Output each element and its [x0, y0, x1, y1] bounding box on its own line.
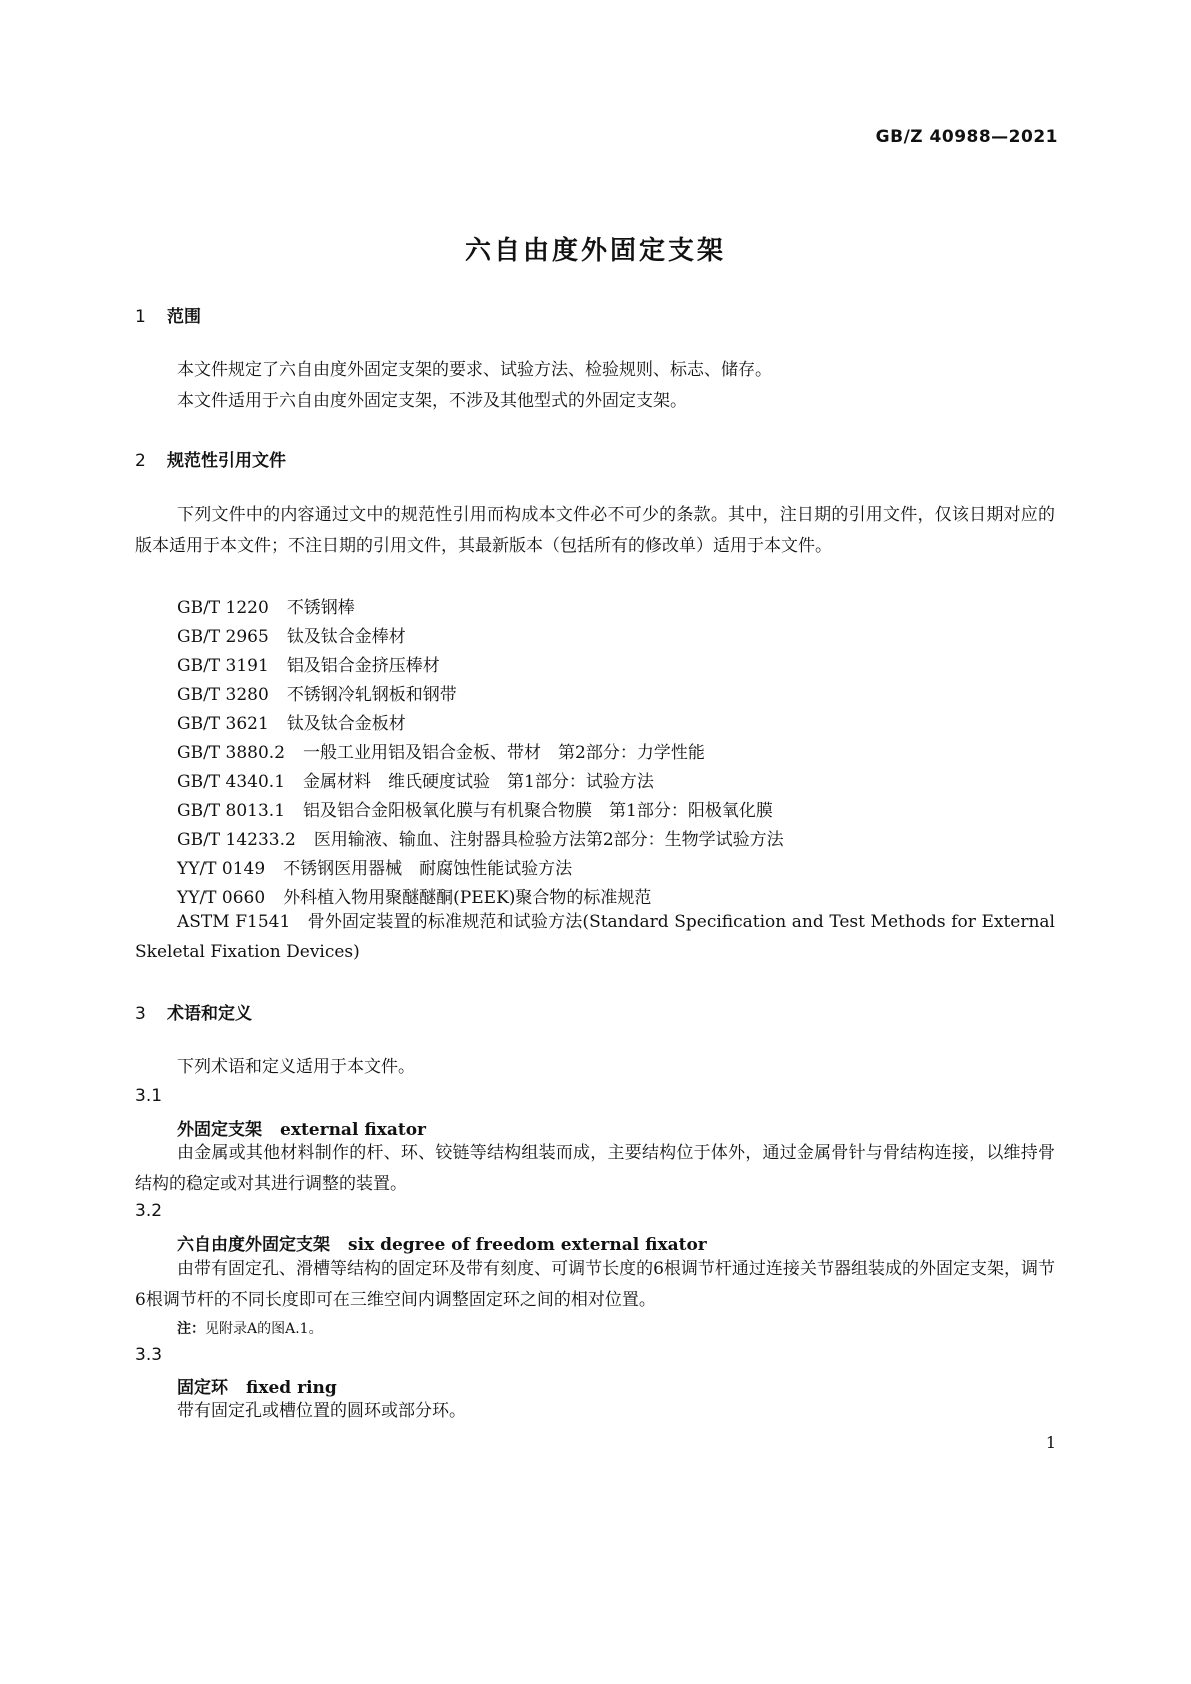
- paragraph: 本文件规定了六自由度外固定支架的要求、试验方法、检验规则、标志、储存。: [177, 360, 772, 380]
- reference-item: [177, 709, 406, 734]
- document-title: 六自由度外固定支架: [464, 236, 726, 266]
- term-heading: [177, 1230, 707, 1255]
- term-en: external fixator: [280, 1120, 426, 1140]
- reference-title: 不锈钢医用器械 耐腐蚀性能试验方法: [283, 859, 573, 879]
- section-title: 规范性引用文件: [167, 451, 286, 471]
- note-label: 注：: [177, 1321, 205, 1337]
- reference-title: 铝及铝合金阳极氧化膜与有机聚合物膜 第1部分：阳极氧化膜: [303, 801, 773, 821]
- reference-item: [177, 825, 784, 850]
- section-number: 1: [135, 307, 146, 327]
- reference-code: GB/T 2965: [177, 627, 269, 647]
- term-number: 3.3: [135, 1345, 163, 1365]
- reference-item: [177, 854, 572, 879]
- reference-code: GB/T 3191: [177, 656, 269, 676]
- reference-code: YY/T 0660: [177, 888, 266, 908]
- reference-title: 外科植入物用聚醚醚酮(PEEK)聚合物的标准规范: [283, 888, 652, 908]
- reference-code: GB/T 3280: [177, 685, 269, 705]
- term-note: [177, 1318, 323, 1338]
- reference-item: [177, 883, 651, 908]
- term-en: fixed ring: [246, 1378, 337, 1398]
- note-text: 见附录A的图A.1。: [205, 1321, 323, 1337]
- section-heading-2: [135, 446, 286, 471]
- term-heading: [177, 1373, 337, 1398]
- paragraph: 下列文件中的内容通过文中的规范性引用而构成本文件必不可少的条款。其中，注日期的引用文件，仅该日期对应的版本适用于本文件；不注日期的引用文件，其最新版本（包括所有的修改单）适用于本文件。: [135, 505, 1055, 556]
- reference-title: 铝及铝合金挤压棒材: [286, 656, 440, 676]
- reference-code: YY/T 0149: [177, 859, 266, 879]
- reference-code: GB/T 8013.1: [177, 801, 286, 821]
- section-title: 范围: [167, 307, 201, 327]
- reference-title: 不锈钢冷轧钢板和钢带: [286, 685, 457, 705]
- term-zh: 固定环: [177, 1378, 228, 1398]
- reference-item: [177, 738, 705, 763]
- term-heading: [177, 1115, 426, 1140]
- section-number: 3: [135, 1004, 146, 1024]
- paragraph: 本文件适用于六自由度外固定支架，不涉及其他型式的外固定支架。: [177, 391, 687, 411]
- term-en: six degree of freedom external fixator: [348, 1235, 707, 1255]
- reference-item: [177, 796, 773, 821]
- reference-title: 一般工业用铝及铝合金板、带材 第2部分：力学性能: [303, 743, 705, 763]
- section-title: 术语和定义: [167, 1004, 252, 1024]
- term-zh: 外固定支架: [177, 1120, 262, 1140]
- reference-item: [177, 767, 654, 792]
- section-number: 2: [135, 451, 146, 471]
- reference-code: GB/T 3621: [177, 714, 269, 734]
- reference-code: GB/T 3880.2: [177, 743, 286, 763]
- reference-title: 医用输液、输血、注射器具检验方法第2部分：生物学试验方法: [313, 830, 784, 850]
- term-definition: 由金属或其他材料制作的杆、环、铰链等结构组装而成，主要结构位于体外，通过金属骨针与骨结构连接，以维持骨结构的稳定或对其进行调整的装置。: [135, 1143, 1055, 1194]
- section-heading-1: [135, 302, 201, 327]
- reference-title: 钛及钛合金棒材: [286, 627, 406, 647]
- term-zh: 六自由度外固定支架: [177, 1235, 330, 1255]
- term-number: 3.2: [135, 1201, 163, 1221]
- reference-title: 不锈钢棒: [286, 598, 355, 618]
- reference-code: GB/T 4340.1: [177, 772, 286, 792]
- paragraph: 下列术语和定义适用于本文件。: [177, 1057, 415, 1077]
- reference-item: [177, 680, 457, 705]
- reference-code: GB/T 14233.2: [177, 830, 296, 850]
- term-definition: 带有固定孔或槽位置的圆环或部分环。: [177, 1401, 466, 1421]
- standard-code: GB/Z 40988—2021: [875, 127, 1058, 147]
- term-number: 3.1: [135, 1086, 163, 1106]
- term-definition: 由带有固定孔、滑槽等结构的固定环及带有刻度、可调节长度的6根调节杆通过连接关节器组装成的外固定支架，调节6根调节杆的不同长度即可在三维空间内调整固定环之间的相对位置。: [135, 1259, 1055, 1310]
- section-heading-3: [135, 999, 252, 1024]
- page-number: 1: [1045, 1433, 1056, 1452]
- reference-item: [177, 593, 355, 618]
- reference-code: GB/T 1220: [177, 598, 269, 618]
- reference-item-astm: ASTM F1541 骨外固定装置的标准规范和试验方法(Standard Specification and Test Methods for External Skeletal Fixation Devices): [135, 912, 1055, 962]
- reference-item: [177, 622, 406, 647]
- reference-title: 金属材料 维氏硬度试验 第1部分：试验方法: [303, 772, 654, 792]
- reference-item: [177, 651, 440, 676]
- reference-title: 钛及钛合金板材: [286, 714, 406, 734]
